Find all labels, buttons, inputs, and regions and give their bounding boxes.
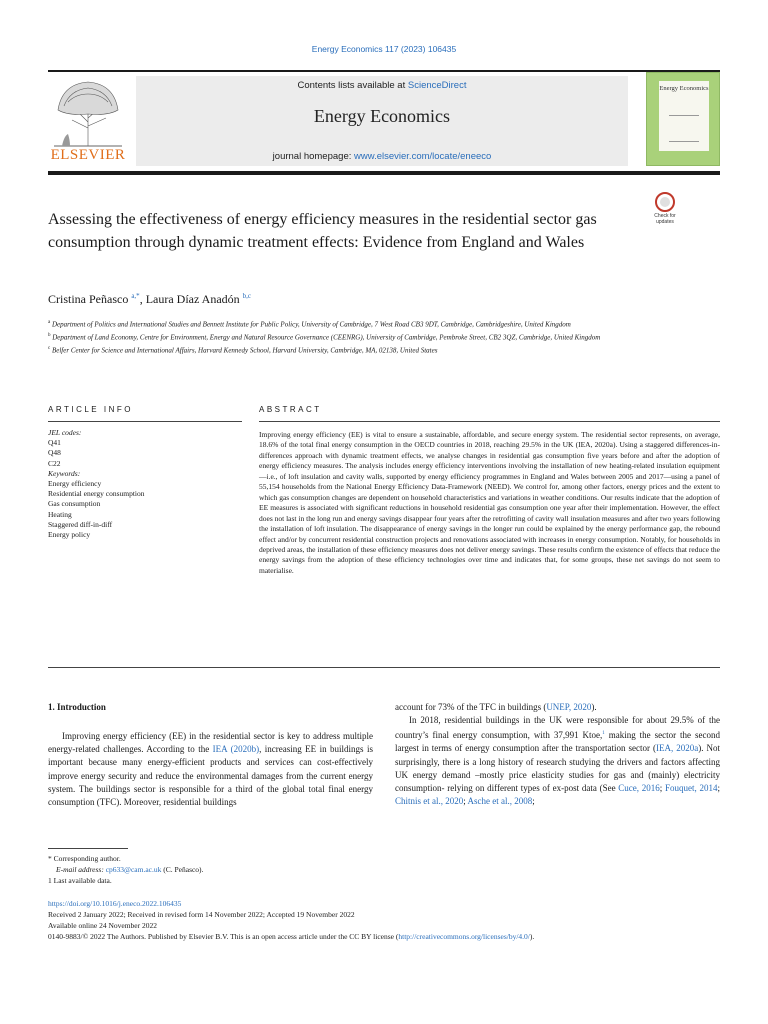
article-info-heading: ARTICLE INFO — [48, 405, 133, 414]
author-name[interactable]: Laura Díaz Anadón — [145, 292, 240, 306]
footnote-rule — [48, 848, 128, 849]
citation-link[interactable]: UNEP, 2020 — [546, 702, 592, 712]
abstract-rule — [259, 421, 720, 422]
citation-link[interactable]: Cuce, 2016 — [618, 783, 660, 794]
footnote-ref[interactable]: 1 — [602, 731, 605, 737]
journal-cover-thumbnail[interactable] — [646, 72, 720, 166]
author-list: Cristina Peñasco $^{a,*}$, Laura Díaz Anadón $^{b,c}$ — [48, 292, 252, 306]
jel-code: Q48 — [48, 448, 61, 458]
keyword: Staggered diff-in-diff — [48, 519, 113, 529]
contents-available-line — [136, 80, 628, 91]
masthead-bottom-rule — [48, 171, 720, 175]
check-updates-icon — [655, 192, 675, 212]
journal-reference-link[interactable]: Energy Economics 117 (2023) 106435 — [311, 44, 457, 54]
author-name[interactable]: Cristina Peñasco — [48, 292, 129, 306]
author-affiliation-mark[interactable]: b,c — [242, 292, 252, 300]
affiliations — [48, 318, 638, 356]
check-for-updates-button[interactable] — [648, 192, 682, 228]
abstract-body: Improving energy efficiency (EE) is vital to ensure a sustainable, affordable, and secure energy system. The residential sector represents, on average, 18.6% of the total final energy consumption in the OECD countries in 2018, reaching 29.5% in the UK (IEA, 2020a). Using a staggered differences-in-differences approach with dynamic treatment effects, we analyse changes in residential gas consumption five years before and after the adoption of energy efficiency measures. The analysis includes energy efficiency interventions involving the installation of new heating-related insulation equipment—i.e., of loft insulation and cavity walls, supported by energy efficiency programmes in England and Wales between 2005 and 2017—using a panel of 55,154 households from the National Energy Efficiency Data-Framework (NEED). We control for, among other factors, energy prices and the extent to which gas consumption changes are dependent on household characteristics and variations in weather conditions. Our results indicate that the adoption of EE measures is associated with significant reductions in household residential gas consumption one year after their implementation. However, the effect does not last in the long run and energy savings disappear four years after the retrofitting of cavity wall insulation measures and after two years following the installation of loft insulation. The disappearance of energy savings in the longer run could be explained by the energy performance gap, the rebound effect and/or by concurrent residential construction projects and renovations associated with increases in energy consumption. Notably, for households in deprived areas, the installation of these efficiency measures does not deliver energy savings. These results confirm the existence of effects that reduce the energy savings from the adoption of these efficiency technologies over time and indicates that, for some groups, these net savings do not seem to materialise. — [259, 430, 720, 575]
cover-rule — [669, 115, 699, 116]
keyword: Gas consumption — [48, 499, 101, 509]
journal-homepage-line — [136, 151, 628, 162]
corresponding-author-note: * Corresponding author. — [48, 854, 121, 863]
jel-code: C22 — [48, 458, 61, 468]
affiliation-item: $^b$ Department of Land Economy, Centre for Environment, Energy and Natural Resource Governance (CEENRG), University of Cambridge, Pembroke Street, CB2 3QZ, Cambridge, United Kingdom — [48, 332, 601, 342]
keyword: Energy policy — [48, 530, 91, 540]
elsevier-logo — [48, 76, 128, 166]
abstract-bottom-rule — [48, 667, 720, 668]
intro-right-paragraph: In 2018, residential buildings in the UK were responsible for about 29.5% of the country’s final energy consumption, with 37,991 Ktoe,$^1$ making the sector the second largest in terms of energy consumption after the transportation sector (IEA, 2020a). Not surprisingly, there is a long history of research studying the drivers and factors affecting UK energy demand –mostly price elasticity studies for gas and (mainly) electricity consumption- relying on different types of ex-post data (See Cuce, 2016; Fouquet, 2014; Chitnis et al., 2020; Asche et al., 2008; — [395, 715, 720, 807]
homepage-prefix: journal homepage: — [272, 151, 355, 162]
doi-link[interactable]: https://doi.org/10.1016/j.eneco.2022.106435 — [48, 899, 182, 908]
intro-left-paragraph: Improving energy efficiency (EE) in the residential sector is key to address multiple energy-related challenges. According to the IEA (2020b), increasing EE in buildings is important because many energy-efficient products and services can cost-effectively improve energy security and reduce the environmental damages from the current energy system. The buildings sector is responsible for a third of the global total final energy consumption (TFC). Moreover, residential buildings — [48, 731, 373, 808]
article-title: Assessing the effectiveness of energy efficiency measures in the residential sector gas consumption through dynamic treatment effects: Evidence from England and Wales — [48, 211, 597, 251]
masthead-top-rule — [48, 70, 720, 72]
intro-right-continuation: account for 73% of the TFC in buildings (UNEP, 2020). — [395, 702, 597, 712]
sciencedirect-link[interactable]: ScienceDirect — [407, 80, 467, 91]
homepage-link[interactable]: www.elsevier.com/locate/eneeco — [354, 151, 492, 162]
received-dates: Received 2 January 2022; Received in revised form 14 November 2022; Accepted 19 November 2022 — [48, 910, 355, 919]
citation-link[interactable]: IEA (2020b) — [212, 744, 260, 755]
license-link[interactable]: http://creativecommons.org/licenses/by/4.0/ — [398, 932, 530, 941]
affiliation-item: $^c$ Belfer Center for Science and International Affairs, Harvard Kennedy School, Harvard University, Cambridge, MA, 02138, United States — [48, 345, 438, 354]
contents-prefix: Contents lists available at — [297, 80, 408, 91]
email-link[interactable]: cp633@cam.ac.uk — [105, 865, 162, 874]
cover-title: Energy Economics — [659, 85, 709, 92]
jel-code: Q41 — [48, 438, 61, 448]
email-note: E-mail address: cp633@cam.ac.uk (C. Peñasco). — [56, 865, 204, 874]
online-date: Available online 24 November 2022 — [48, 921, 157, 930]
keyword: Residential energy consumption — [48, 489, 145, 499]
elsevier-wordmark: ELSEVIER — [50, 147, 126, 163]
affiliation-item: $^a$ Department of Politics and International Studies and Bennett Institute for Public Policy, University of Cambridge, 7 West Road CB3 9DT, Cambridge, Cambridgeshire, United Kingdom — [48, 320, 571, 329]
publication-info — [48, 898, 728, 942]
citation-link[interactable]: Fouquet, 2014 — [665, 783, 718, 794]
citation-link[interactable]: Asche et al., 2008 — [467, 796, 533, 807]
article-info-rule — [48, 421, 242, 422]
elsevier-tree-icon — [48, 76, 128, 148]
keyword: Energy efficiency — [48, 479, 102, 489]
license-line: 0140-9883/© 2022 The Authors. Published by Elsevier B.V. This is an open access article under the CC BY license (http://creativecommons.org/licenses/by/4.0/). — [48, 932, 535, 941]
article-info-list — [48, 428, 242, 540]
footnote-1: 1 Last available data. — [48, 876, 112, 885]
journal-name: Energy Economics — [313, 106, 451, 126]
footnotes — [48, 853, 448, 886]
keywords-label: Keywords: — [48, 468, 81, 478]
abstract-heading: ABSTRACT — [259, 405, 322, 414]
keyword: Heating — [48, 509, 72, 519]
jel-label: JEL codes: — [48, 428, 82, 437]
introduction-heading: 1. Introduction — [48, 702, 106, 712]
cover-inner — [659, 81, 709, 151]
citation-link[interactable]: IEA, 2020a — [656, 743, 699, 754]
check-updates-label: Check for updates — [654, 213, 676, 225]
cover-rule — [669, 141, 699, 142]
citation-link[interactable]: Chitnis et al., 2020 — [395, 796, 464, 807]
author-affiliation-mark[interactable]: a,* — [131, 292, 140, 300]
